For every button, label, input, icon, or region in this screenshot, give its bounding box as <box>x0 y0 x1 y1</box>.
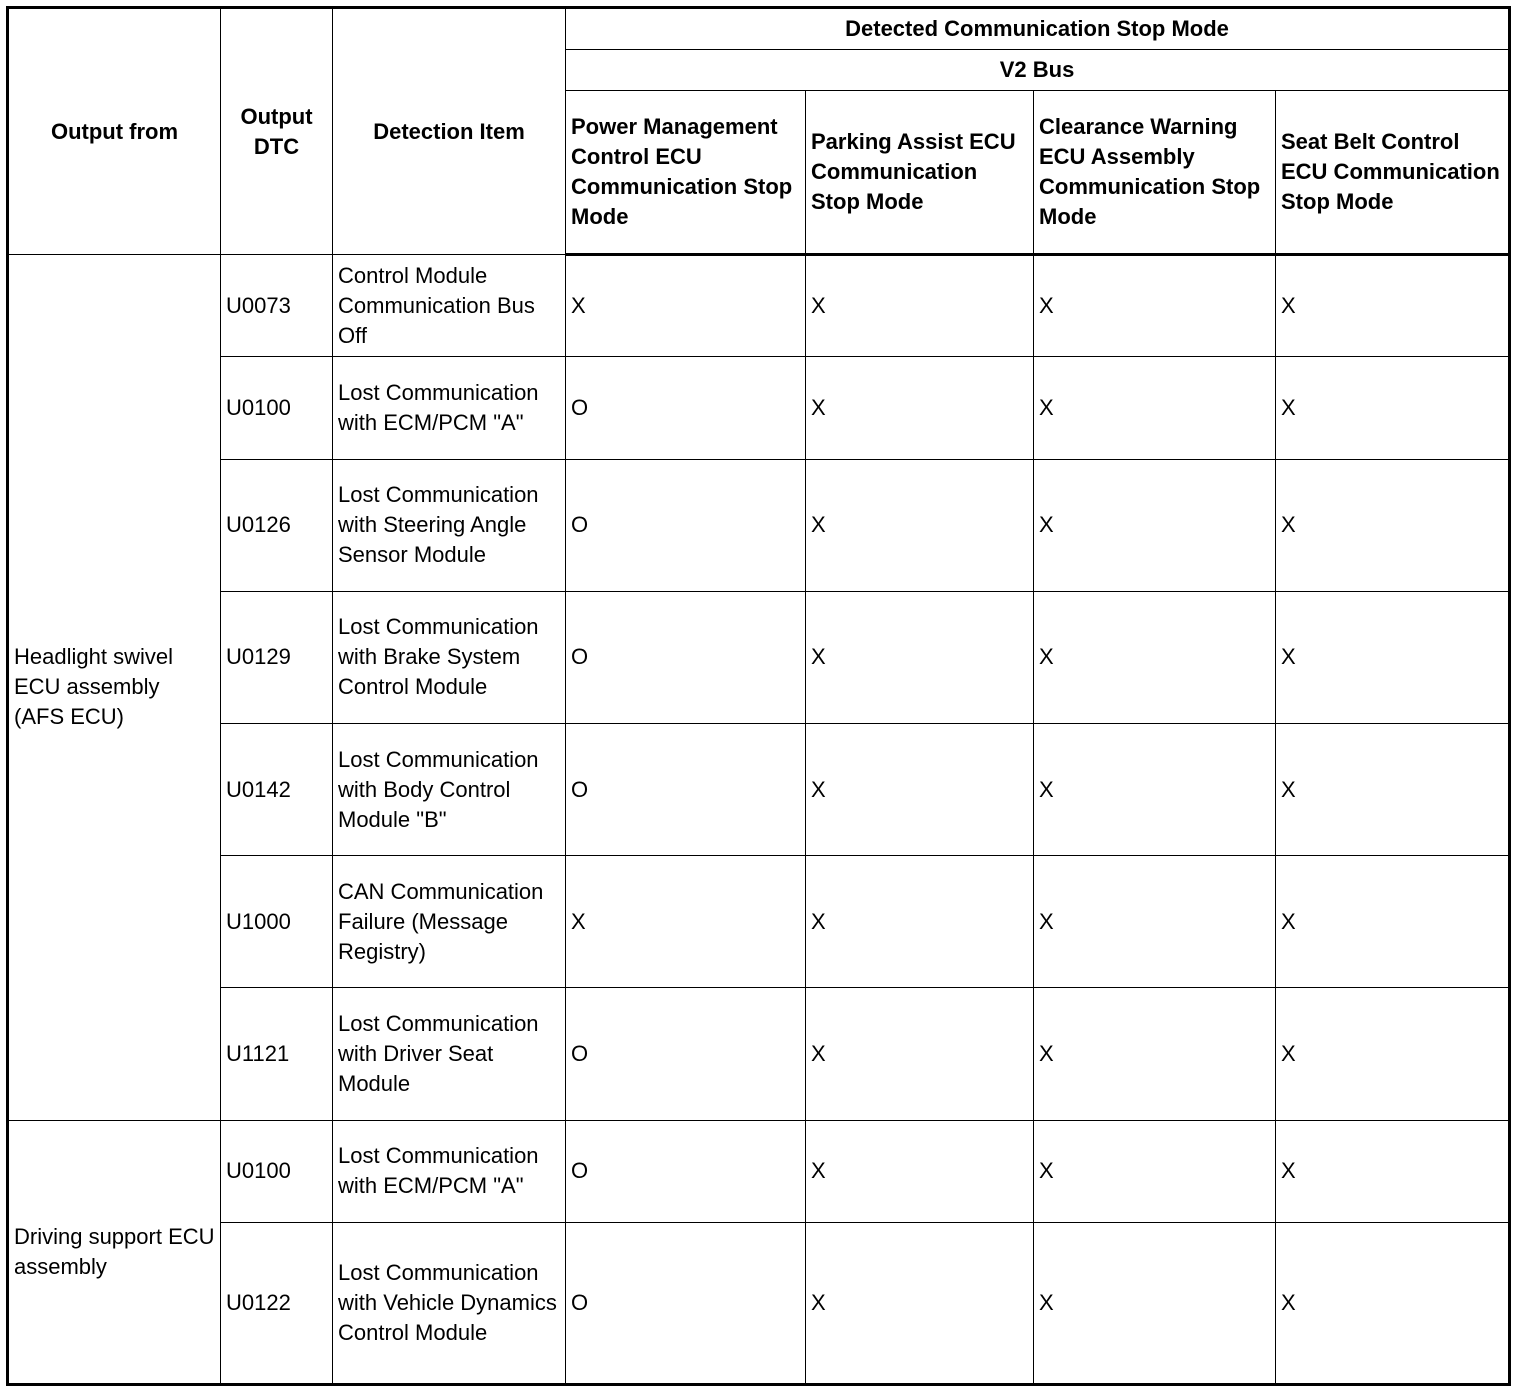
dtc-cell: U1121 <box>221 988 333 1120</box>
mark-cell: X <box>806 1222 1034 1384</box>
header-output-from: Output from <box>8 8 221 255</box>
item-cell: Lost Communication with Driver Seat Module <box>333 988 566 1120</box>
header-detected-mode: Detected Communication Stop Mode <box>566 8 1510 50</box>
mark-cell: X <box>806 357 1034 459</box>
table-row <box>8 459 1510 591</box>
dtc-cell: U0129 <box>221 591 333 723</box>
mark-cell: O <box>566 591 806 723</box>
header-bus: V2 Bus <box>566 50 1510 91</box>
mark-cell: X <box>566 856 806 988</box>
mark-cell: X <box>1276 988 1510 1120</box>
dtc-cell: U0100 <box>221 357 333 459</box>
source-cell: Headlight swivel ECU assembly (AFS ECU) <box>8 255 221 1120</box>
mark-cell: O <box>566 723 806 855</box>
header-col-seat-belt: Seat Belt Control ECU Communication Stop Mode <box>1276 91 1510 255</box>
mark-cell: O <box>566 1222 806 1384</box>
mark-cell: X <box>1276 856 1510 988</box>
table-row <box>8 988 1510 1120</box>
item-cell: Lost Communication with ECM/PCM "A" <box>333 357 566 459</box>
mark-cell: O <box>566 988 806 1120</box>
mark-cell: X <box>1276 723 1510 855</box>
header-output-dtc: Output DTC <box>221 8 333 255</box>
mark-cell: X <box>1276 255 1510 357</box>
item-cell: Lost Communication with ECM/PCM "A" <box>333 1120 566 1222</box>
item-cell: Lost Communication with Steering Angle Sensor Module <box>333 459 566 591</box>
dtc-cell: U0122 <box>221 1222 333 1384</box>
mark-cell: X <box>1034 723 1276 855</box>
mark-cell: X <box>1034 591 1276 723</box>
item-cell: Lost Communication with Vehicle Dynamics Control Module <box>333 1222 566 1384</box>
mark-cell: X <box>1276 1120 1510 1222</box>
table-row <box>8 856 1510 988</box>
mark-cell: X <box>806 255 1034 357</box>
table-row <box>8 1222 1510 1384</box>
table-row <box>8 1120 1510 1222</box>
dtc-cell: U0126 <box>221 459 333 591</box>
header-col-power-management: Power Management Control ECU Communication Stop Mode <box>566 91 806 255</box>
dtc-cell: U0073 <box>221 255 333 357</box>
mark-cell: X <box>1276 591 1510 723</box>
mark-cell: X <box>1276 357 1510 459</box>
header-col-parking-assist: Parking Assist ECU Communication Stop Mode <box>806 91 1034 255</box>
mark-cell: X <box>806 856 1034 988</box>
mark-cell: X <box>1276 1222 1510 1384</box>
mark-cell: O <box>566 459 806 591</box>
item-cell: Lost Communication with Body Control Module "B" <box>333 723 566 855</box>
item-cell: CAN Communication Failure (Message Registry) <box>333 856 566 988</box>
mark-cell: X <box>806 1120 1034 1222</box>
mark-cell: X <box>1034 1120 1276 1222</box>
mark-cell: X <box>566 255 806 357</box>
mark-cell: X <box>806 988 1034 1120</box>
mark-cell: X <box>1034 856 1276 988</box>
item-cell: Control Module Communication Bus Off <box>333 255 566 357</box>
mark-cell: X <box>1276 459 1510 591</box>
dtc-cell: U0100 <box>221 1120 333 1222</box>
mark-cell: X <box>806 723 1034 855</box>
table-row <box>8 591 1510 723</box>
dtc-cell: U0142 <box>221 723 333 855</box>
mark-cell: X <box>1034 459 1276 591</box>
item-cell: Lost Communication with Brake System Control Module <box>333 591 566 723</box>
dtc-communication-stop-table <box>6 6 1511 1386</box>
mark-cell: X <box>806 459 1034 591</box>
table-row <box>8 357 1510 459</box>
table-row <box>8 723 1510 855</box>
mark-cell: X <box>1034 988 1276 1120</box>
table-row <box>8 255 1510 357</box>
mark-cell: X <box>1034 357 1276 459</box>
mark-cell: O <box>566 1120 806 1222</box>
source-cell: Driving support ECU assembly <box>8 1120 221 1384</box>
mark-cell: X <box>1034 1222 1276 1384</box>
header-col-clearance-warning: Clearance Warning ECU Assembly Communication Stop Mode <box>1034 91 1276 255</box>
header-detection-item: Detection Item <box>333 8 566 255</box>
mark-cell: X <box>1034 255 1276 357</box>
mark-cell: X <box>806 591 1034 723</box>
mark-cell: O <box>566 357 806 459</box>
dtc-cell: U1000 <box>221 856 333 988</box>
